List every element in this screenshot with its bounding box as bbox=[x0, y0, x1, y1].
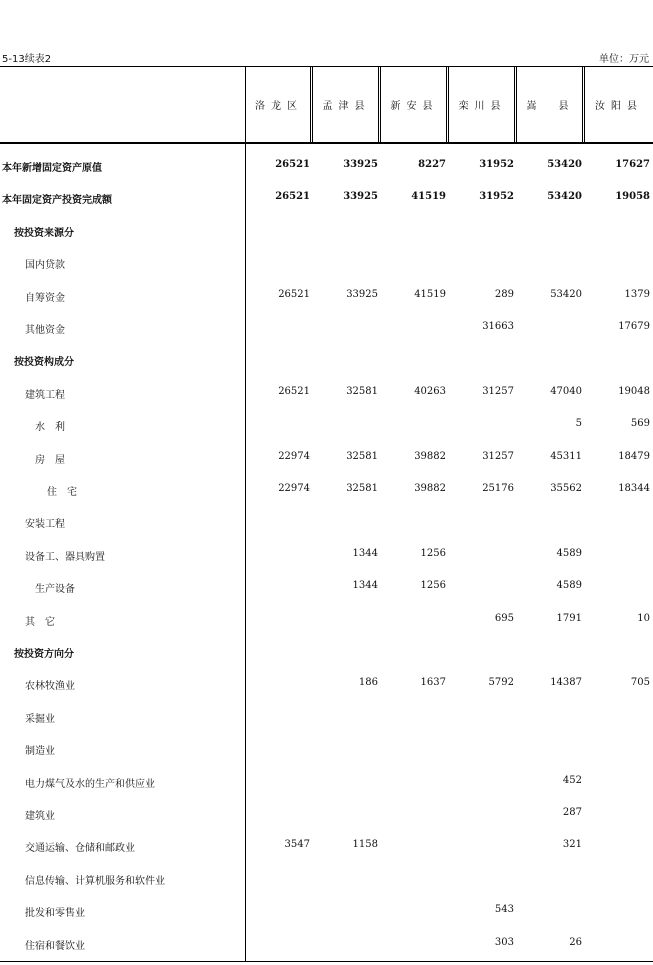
table-row bbox=[0, 577, 653, 597]
row-label: 安装工程 bbox=[25, 519, 65, 531]
table-row bbox=[0, 156, 653, 176]
table-row bbox=[0, 934, 653, 954]
cell-value: 41519 bbox=[411, 191, 446, 203]
table-row bbox=[0, 739, 653, 759]
bottom-rule bbox=[0, 961, 653, 962]
cell-value: 39882 bbox=[414, 483, 446, 494]
row-label: 电力煤气及水的生产和供应业 bbox=[25, 778, 155, 790]
row-label: 国内贷款 bbox=[25, 260, 65, 272]
table-row bbox=[0, 350, 653, 370]
cell-value: 22974 bbox=[278, 450, 310, 462]
table-row bbox=[0, 448, 653, 468]
table-row bbox=[0, 253, 653, 273]
cell-value: 1344 bbox=[352, 580, 378, 592]
header-divider bbox=[584, 67, 585, 142]
cell-value: 1256 bbox=[420, 580, 446, 592]
row-label: 批发和零售业 bbox=[25, 908, 85, 920]
cell-value: 452 bbox=[562, 774, 582, 786]
row-label: 其他资金 bbox=[25, 325, 65, 336]
cell-value: 1791 bbox=[556, 612, 582, 624]
cell-value: 33925 bbox=[346, 288, 378, 300]
cell-value: 53420 bbox=[547, 159, 582, 170]
table-id: 5-13续表2 bbox=[2, 54, 52, 65]
row-label: 农林牧渔业 bbox=[25, 681, 75, 693]
cell-value: 31257 bbox=[482, 450, 514, 462]
cell-value: 19058 bbox=[615, 191, 650, 203]
cell-value: 1256 bbox=[420, 547, 446, 559]
cell-value: 31663 bbox=[482, 321, 514, 332]
cell-value: 287 bbox=[562, 807, 582, 818]
cell-value: 18479 bbox=[618, 450, 650, 462]
cell-value: 543 bbox=[494, 904, 514, 916]
row-label: 按投资构成分 bbox=[14, 357, 74, 369]
row-label: 自筹资金 bbox=[25, 292, 65, 304]
cell-value: 186 bbox=[358, 677, 378, 689]
table-row bbox=[0, 804, 653, 824]
cell-value: 26521 bbox=[278, 385, 310, 397]
column-header: 洛龙区 bbox=[255, 100, 303, 112]
cell-value: 695 bbox=[494, 612, 514, 624]
cell-value: 31952 bbox=[479, 191, 514, 203]
header-divider bbox=[448, 67, 449, 142]
cell-value: 26521 bbox=[275, 191, 310, 203]
cell-value: 33925 bbox=[343, 191, 378, 203]
cell-value: 289 bbox=[494, 288, 514, 300]
cell-value: 1344 bbox=[352, 547, 378, 559]
cell-value: 1379 bbox=[624, 288, 650, 300]
cell-value: 35562 bbox=[550, 483, 582, 494]
row-label: 本年新增固定资产原值 bbox=[2, 163, 102, 174]
cell-value: 53420 bbox=[550, 288, 582, 300]
table-row bbox=[0, 869, 653, 889]
table-row bbox=[0, 286, 653, 306]
table-row bbox=[0, 901, 653, 921]
cell-value: 19048 bbox=[618, 385, 650, 397]
cell-value: 1637 bbox=[420, 677, 446, 689]
cell-value: 26521 bbox=[275, 159, 310, 170]
cell-value: 32581 bbox=[346, 450, 378, 462]
cell-value: 32581 bbox=[346, 483, 378, 494]
header-divider bbox=[310, 67, 311, 142]
table-row bbox=[0, 642, 653, 662]
cell-value: 41519 bbox=[414, 288, 446, 300]
header-divider bbox=[380, 67, 381, 142]
cell-value: 31952 bbox=[479, 159, 514, 170]
cell-value: 31257 bbox=[482, 385, 514, 397]
row-label: 水 利 bbox=[35, 422, 65, 434]
row-label: 制造业 bbox=[25, 746, 55, 758]
header-bottom-rule bbox=[0, 142, 653, 144]
row-label: 按投资来源分 bbox=[14, 227, 74, 239]
cell-value: 8227 bbox=[418, 159, 446, 170]
table-row bbox=[0, 545, 653, 565]
cell-value: 5792 bbox=[488, 677, 514, 689]
cell-value: 4589 bbox=[556, 580, 582, 592]
cell-value: 18344 bbox=[618, 483, 650, 494]
cell-value: 569 bbox=[630, 418, 650, 430]
column-header: 栾川县 bbox=[458, 100, 507, 112]
header-divider bbox=[582, 67, 583, 142]
column-header: 孟津县 bbox=[322, 100, 371, 112]
table-row bbox=[0, 188, 653, 208]
table-row bbox=[0, 836, 653, 856]
cell-value: 705 bbox=[630, 677, 650, 689]
row-label: 生产设备 bbox=[35, 584, 75, 596]
row-label: 信息传输、计算机服务和软件业 bbox=[25, 875, 165, 887]
cell-value: 321 bbox=[562, 839, 582, 851]
row-label: 建筑业 bbox=[25, 811, 55, 822]
table-row bbox=[0, 707, 653, 727]
header-divider bbox=[516, 67, 517, 142]
row-label: 住 宅 bbox=[47, 487, 77, 498]
table-row bbox=[0, 610, 653, 630]
cell-value: 22974 bbox=[278, 483, 310, 494]
unit-label: 单位：万元 bbox=[599, 54, 649, 65]
table-row bbox=[0, 772, 653, 792]
row-label: 房 屋 bbox=[35, 454, 65, 466]
cell-value: 25176 bbox=[482, 483, 514, 494]
cell-value: 26521 bbox=[278, 288, 310, 300]
table-row bbox=[0, 221, 653, 241]
row-label: 按投资方向分 bbox=[14, 649, 74, 660]
cell-value: 47040 bbox=[550, 385, 582, 397]
column-header: 汝阳县 bbox=[595, 100, 643, 112]
header-divider bbox=[446, 67, 447, 142]
cell-value: 3547 bbox=[284, 839, 310, 851]
cell-value: 14387 bbox=[550, 677, 582, 689]
row-label: 采掘业 bbox=[25, 713, 55, 725]
column-header: 嵩 县 bbox=[526, 100, 575, 112]
cell-value: 17627 bbox=[615, 159, 650, 170]
cell-value: 4589 bbox=[556, 547, 582, 559]
cell-value: 39882 bbox=[414, 450, 446, 462]
row-label: 设备工、器具购置 bbox=[25, 551, 105, 563]
row-label: 其 它 bbox=[25, 616, 55, 628]
cell-value: 1158 bbox=[352, 839, 378, 851]
header-divider bbox=[245, 67, 246, 142]
column-header: 新安县 bbox=[390, 100, 439, 112]
table-row bbox=[0, 512, 653, 532]
cell-value: 45311 bbox=[550, 450, 582, 462]
cell-value: 53420 bbox=[547, 191, 582, 203]
cell-value: 33925 bbox=[343, 159, 378, 170]
cell-value: 5 bbox=[575, 418, 582, 430]
header-divider bbox=[514, 67, 515, 142]
cell-value: 17679 bbox=[618, 321, 650, 332]
cell-value: 10 bbox=[637, 612, 650, 624]
table-row bbox=[0, 415, 653, 435]
table-row bbox=[0, 674, 653, 694]
cell-value: 26 bbox=[569, 936, 582, 948]
row-label: 住宿和餐饮业 bbox=[25, 940, 85, 952]
row-label: 建筑工程 bbox=[25, 389, 65, 401]
row-label: 本年固定资产投资完成额 bbox=[2, 195, 112, 207]
table-row bbox=[0, 318, 653, 338]
header-divider bbox=[312, 67, 313, 142]
cell-value: 32581 bbox=[346, 385, 378, 397]
header-divider bbox=[378, 67, 379, 142]
table-row bbox=[0, 383, 653, 403]
row-label: 交通运输、仓储和邮政业 bbox=[25, 843, 135, 855]
cell-value: 40263 bbox=[414, 385, 446, 397]
table-row bbox=[0, 480, 653, 500]
cell-value: 303 bbox=[494, 936, 514, 948]
